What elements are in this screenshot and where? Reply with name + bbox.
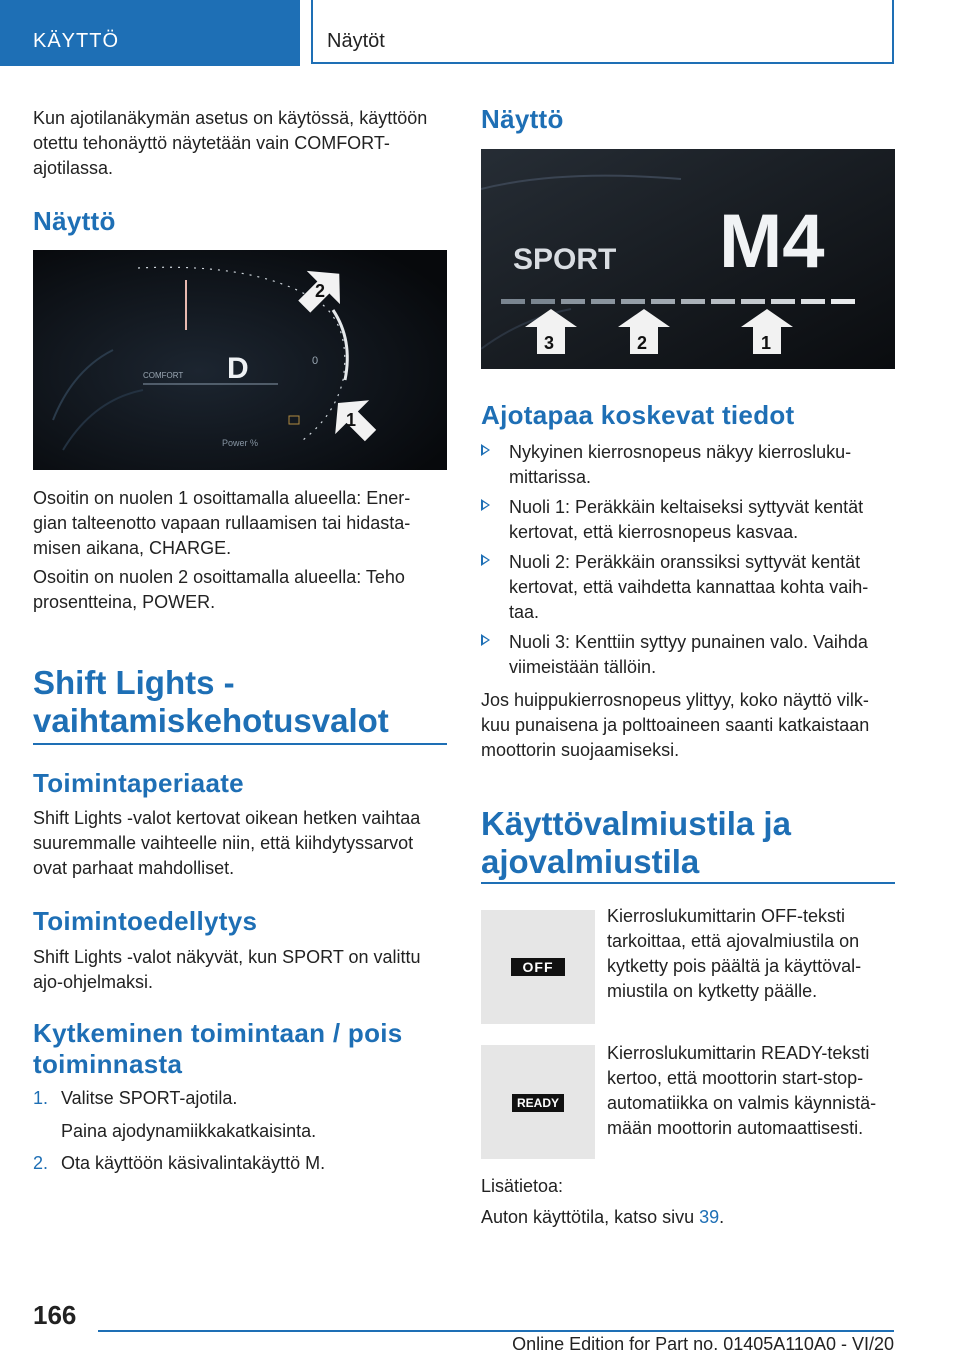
intro-paragraph: Kun ajotilanäkymän asetus on käytössä, käyttöön otettu tehonäyttö näytetään vain COMFORT- ajotilassa. [33, 108, 428, 178]
right-display-heading: Näyttö [481, 104, 564, 134]
page-reference-link[interactable]: 39 [699, 1207, 720, 1227]
gauge-comfort-label: COMFORT [143, 371, 184, 380]
condition-heading: Toimintoedellytys [33, 906, 258, 936]
bullet-triangle-icon [481, 634, 490, 646]
switch-heading: Kytkeminen toimintaan / pois toiminnasta [33, 1018, 403, 1079]
page-reference: Auton käyttötila, katso sivu 39. [481, 1207, 725, 1227]
list-item: Nykyinen kierrosnopeus näkyy kierrosluku- mittarissa. [481, 440, 901, 490]
more-info-label: Lisätietoa: [481, 1176, 564, 1196]
svg-text:3: 3 [544, 333, 555, 353]
off-icon: OFF [511, 958, 565, 976]
shift-lights-heading: Shift Lights - vaihtamiskehotusvalot [33, 664, 389, 739]
bullet-triangle-icon [481, 444, 490, 456]
list-item: Nuoli 2: Peräkkäin oranssiksi syttyvät kentät kertovat, että vaihdetta kannattaa kohta vaih- taa. [481, 550, 901, 625]
shift-lights-rule [33, 743, 447, 745]
header-section-label: KÄYTTÖ [33, 30, 120, 52]
off-icon-box [481, 910, 595, 1024]
sport-cluster-illustration [481, 149, 895, 369]
svg-text:2: 2 [637, 333, 648, 353]
svg-text:2: 2 [315, 281, 326, 301]
sport-cluster-image [481, 149, 895, 369]
arrow2-paragraph: Osoitin on nuolen 2 osoittamalla alueella: Teho prosentteina, POWER. [33, 567, 405, 612]
svg-text:1: 1 [346, 410, 357, 430]
list-item: 2. Ota käyttöön käsivalintakäyttö M. [33, 1153, 326, 1173]
svg-text:1: 1 [761, 333, 772, 353]
list-item: Nuoli 1: Peräkkäin keltaiseksi syttyvät kentät kertovat, että kierrosnopeus kasvaa. [481, 495, 901, 545]
footer-rule [98, 1330, 894, 1332]
header-section-tab [0, 0, 300, 66]
gauge-zero-label: 0 [312, 355, 319, 367]
arrow1-paragraph: Osoitin on nuolen 1 osoittamalla alueella: Ener- gian talteenotto vapaan rullaamisen tai hidasta- misen aikana, CHARGE. [33, 488, 411, 558]
ready-icon: READY [512, 1094, 564, 1112]
header-chapter-label: Näytöt [327, 30, 385, 52]
gauge-power-label: Power % [222, 438, 259, 448]
bullet-triangle-icon [481, 499, 490, 511]
list-item: Nuoli 3: Kenttiin syttyy punainen valo. Vaihda viimeistään tällöin. [481, 630, 901, 680]
gauge-illustration [33, 250, 447, 470]
driving-info-heading: Ajotapaa koskevat tiedot [481, 400, 795, 430]
bullet-triangle-icon [481, 554, 490, 566]
edition-note: Online Edition for Part no. 01405A110A0 - VI/20 [512, 1334, 894, 1354]
off-description: Kierroslukumittarin OFF-teksti tarkoittaa, että ajovalmiustila on kytketty pois päältä ja käyttöval- miustila on kytketty päälle. [607, 906, 862, 1001]
gauge-gear-letter: D [227, 352, 249, 385]
cluster-gear-label: M4 [719, 199, 825, 284]
steps-list [33, 1086, 453, 1186]
principle-heading: Toimintaperiaate [33, 768, 244, 798]
gauge-image [33, 250, 447, 470]
page-number: 166 [33, 1300, 77, 1330]
driving-info-list [481, 440, 901, 690]
condition-paragraph: Shift Lights -valot näkyvät, kun SPORT on valittu ajo-ohjelmaksi. [33, 947, 421, 992]
list-item: 1. Valitse SPORT-ajotila. Paina ajodynamiikkakatkaisinta. [33, 1088, 317, 1141]
ready-description: Kierroslukumittarin READY-teksti kertoo, että moottorin start-stop- automatiikka on valmis käynnistä- mään moottorin automaattisesti. [607, 1043, 877, 1138]
ready-icon-box [481, 1045, 595, 1159]
left-display-heading: Näyttö [33, 206, 116, 236]
readiness-rule [481, 882, 895, 884]
readiness-heading: Käyttövalmiustila ja ajovalmiustila [481, 805, 791, 880]
cluster-mode-label: SPORT [513, 243, 617, 276]
header-chapter-box [311, 0, 894, 64]
redline-paragraph: Jos huippukierrosnopeus ylittyy, koko näyttö vilk- kuu punaisena ja polttoaineen saanti katkaistaan moottorin suojaamiseksi. [481, 690, 870, 760]
principle-paragraph: Shift Lights -valot kertovat oikean hetken vaihtaa suuremmalle vaihteelle niin, että kiihdytyssarvot ovat parhaat mahdolliset. [33, 808, 421, 878]
